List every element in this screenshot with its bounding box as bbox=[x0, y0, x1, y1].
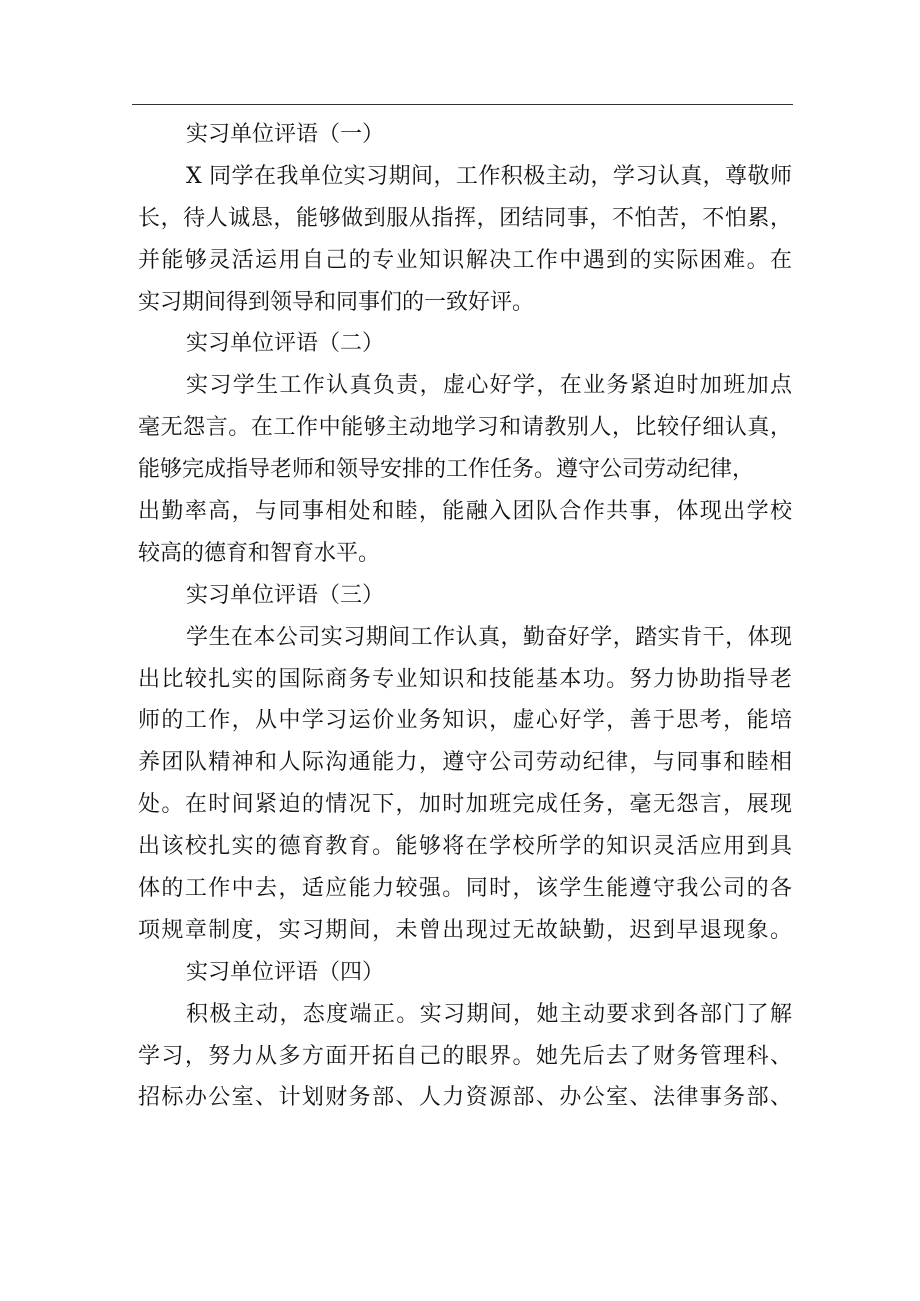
section-heading: 实习单位评语（四） bbox=[186, 959, 385, 985]
paragraph-line: X 同学在我单位实习期间，工作积极主动，学习认真，尊敬师 bbox=[186, 163, 792, 189]
paragraph-line: 能够完成指导老师和领导安排的工作任务。遵守公司劳动纪律， bbox=[138, 457, 755, 483]
paragraph-line: 体的工作中去，适应能力较强。同时，该学生能遵守我公司的各 bbox=[138, 876, 792, 902]
paragraph-line: 招标办公室、计划财务部、人力资源部、办公室、法律事务部、 bbox=[138, 1085, 792, 1111]
section-4 bbox=[138, 952, 792, 1120]
section-heading: 实习单位评语（三） bbox=[186, 582, 385, 608]
paragraph-line: 师的工作，从中学习运价业务知识，虚心好学，善于思考，能培 bbox=[138, 708, 792, 734]
paragraph-line: 养团队精神和人际沟通能力，遵守公司劳动纪律，与同事和睦相 bbox=[138, 750, 792, 776]
section-heading: 实习单位评语（二） bbox=[186, 331, 385, 357]
paragraph-line: 积极主动，态度端正。实习期间，她主动要求到各部门了解 bbox=[186, 1001, 792, 1027]
paragraph-line: 学习，努力从多方面开拓自己的眼界。她先后去了财务管理科、 bbox=[138, 1043, 792, 1069]
paragraph-line: 长，待人诚恳，能够做到服从指挥，团结同事，不怕苦，不怕累， bbox=[138, 205, 792, 231]
header-rule bbox=[132, 104, 793, 105]
paragraph-line: 毫无怨言。在工作中能够主动地学习和请教别人，比较仔细认真， bbox=[138, 415, 792, 441]
section-2 bbox=[138, 323, 792, 574]
paragraph-line: 实习期间得到领导和同事们的一致好评。 bbox=[138, 289, 535, 315]
section-3 bbox=[138, 575, 792, 952]
paragraph-line: 学生在本公司实习期间工作认真，勤奋好学，踏实肯干，体现 bbox=[186, 624, 792, 650]
paragraph-line: 处。在时间紧迫的情况下，加时加班完成任务，毫无怨言，展现 bbox=[138, 792, 792, 818]
paragraph-line: 出比较扎实的国际商务专业知识和技能基本功。努力协助指导老 bbox=[138, 666, 792, 692]
paragraph-line: 项规章制度，实习期间，未曾出现过无故缺勤，迟到早退现象。 bbox=[138, 917, 792, 943]
paragraph-line: 实习学生工作认真负责，虚心好学，在业务紧迫时加班加点 bbox=[186, 373, 792, 399]
paragraph-line: 较高的德育和智育水平。 bbox=[138, 540, 381, 566]
section-1 bbox=[138, 114, 792, 323]
paragraph-line: 出勤率高，与同事相处和睦，能融入团队合作共事，体现出学校 bbox=[138, 499, 792, 525]
document-body bbox=[138, 114, 792, 1119]
paragraph-line: 并能够灵活运用自己的专业知识解决工作中遇到的实际困难。在 bbox=[138, 247, 792, 273]
paragraph-line: 出该校扎实的德育教育。能够将在学校所学的知识灵活应用到具 bbox=[138, 834, 792, 860]
section-heading: 实习单位评语（一） bbox=[186, 122, 385, 147]
